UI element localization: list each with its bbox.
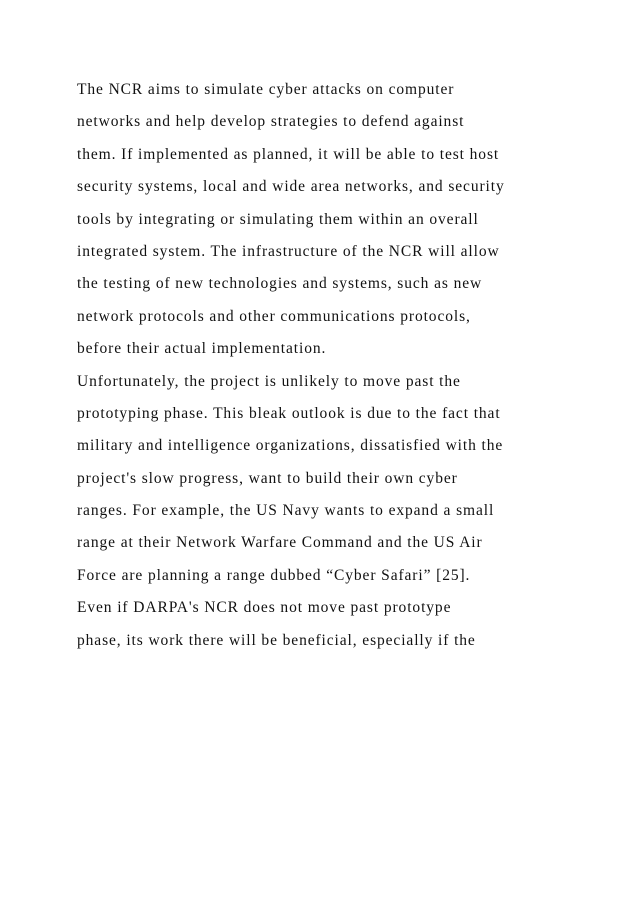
text-line: before their actual implementation. xyxy=(77,340,327,358)
body-text xyxy=(77,74,577,657)
text-line: phase, its work there will be beneficial, especially if the xyxy=(77,631,476,649)
text-line: Force are planning a range dubbed “Cyber Safari” [25]. xyxy=(77,566,471,584)
text-line: range at their Network Warfare Command and the US Air xyxy=(77,534,483,552)
text-line: the testing of new technologies and systems, such as new xyxy=(77,275,483,293)
text-line: Unfortunately, the project is unlikely to move past the xyxy=(77,372,461,390)
text-line: integrated system. The infrastructure of the NCR will allow xyxy=(77,242,500,260)
text-line: security systems, local and wide area networks, and security xyxy=(77,178,505,196)
text-line: ranges. For example, the US Navy wants to expand a small xyxy=(77,502,495,520)
text-line: tools by integrating or simulating them within an overall xyxy=(77,210,479,228)
text-line: Even if DARPA's NCR does not move past prototype xyxy=(77,599,452,617)
text-line: project's slow progress, want to build their own cyber xyxy=(77,469,458,487)
text-line: prototyping phase. This bleak outlook is due to the fact that xyxy=(77,404,501,422)
text-line: them. If implemented as planned, it will be able to test host xyxy=(77,145,500,163)
text-line: network protocols and other communications protocols, xyxy=(77,307,471,325)
text-line: The NCR aims to simulate cyber attacks on computer xyxy=(77,81,455,98)
text-line: military and intelligence organizations, dissatisfied with the xyxy=(77,437,504,455)
text-line: networks and help develop strategies to defend against xyxy=(77,113,465,131)
